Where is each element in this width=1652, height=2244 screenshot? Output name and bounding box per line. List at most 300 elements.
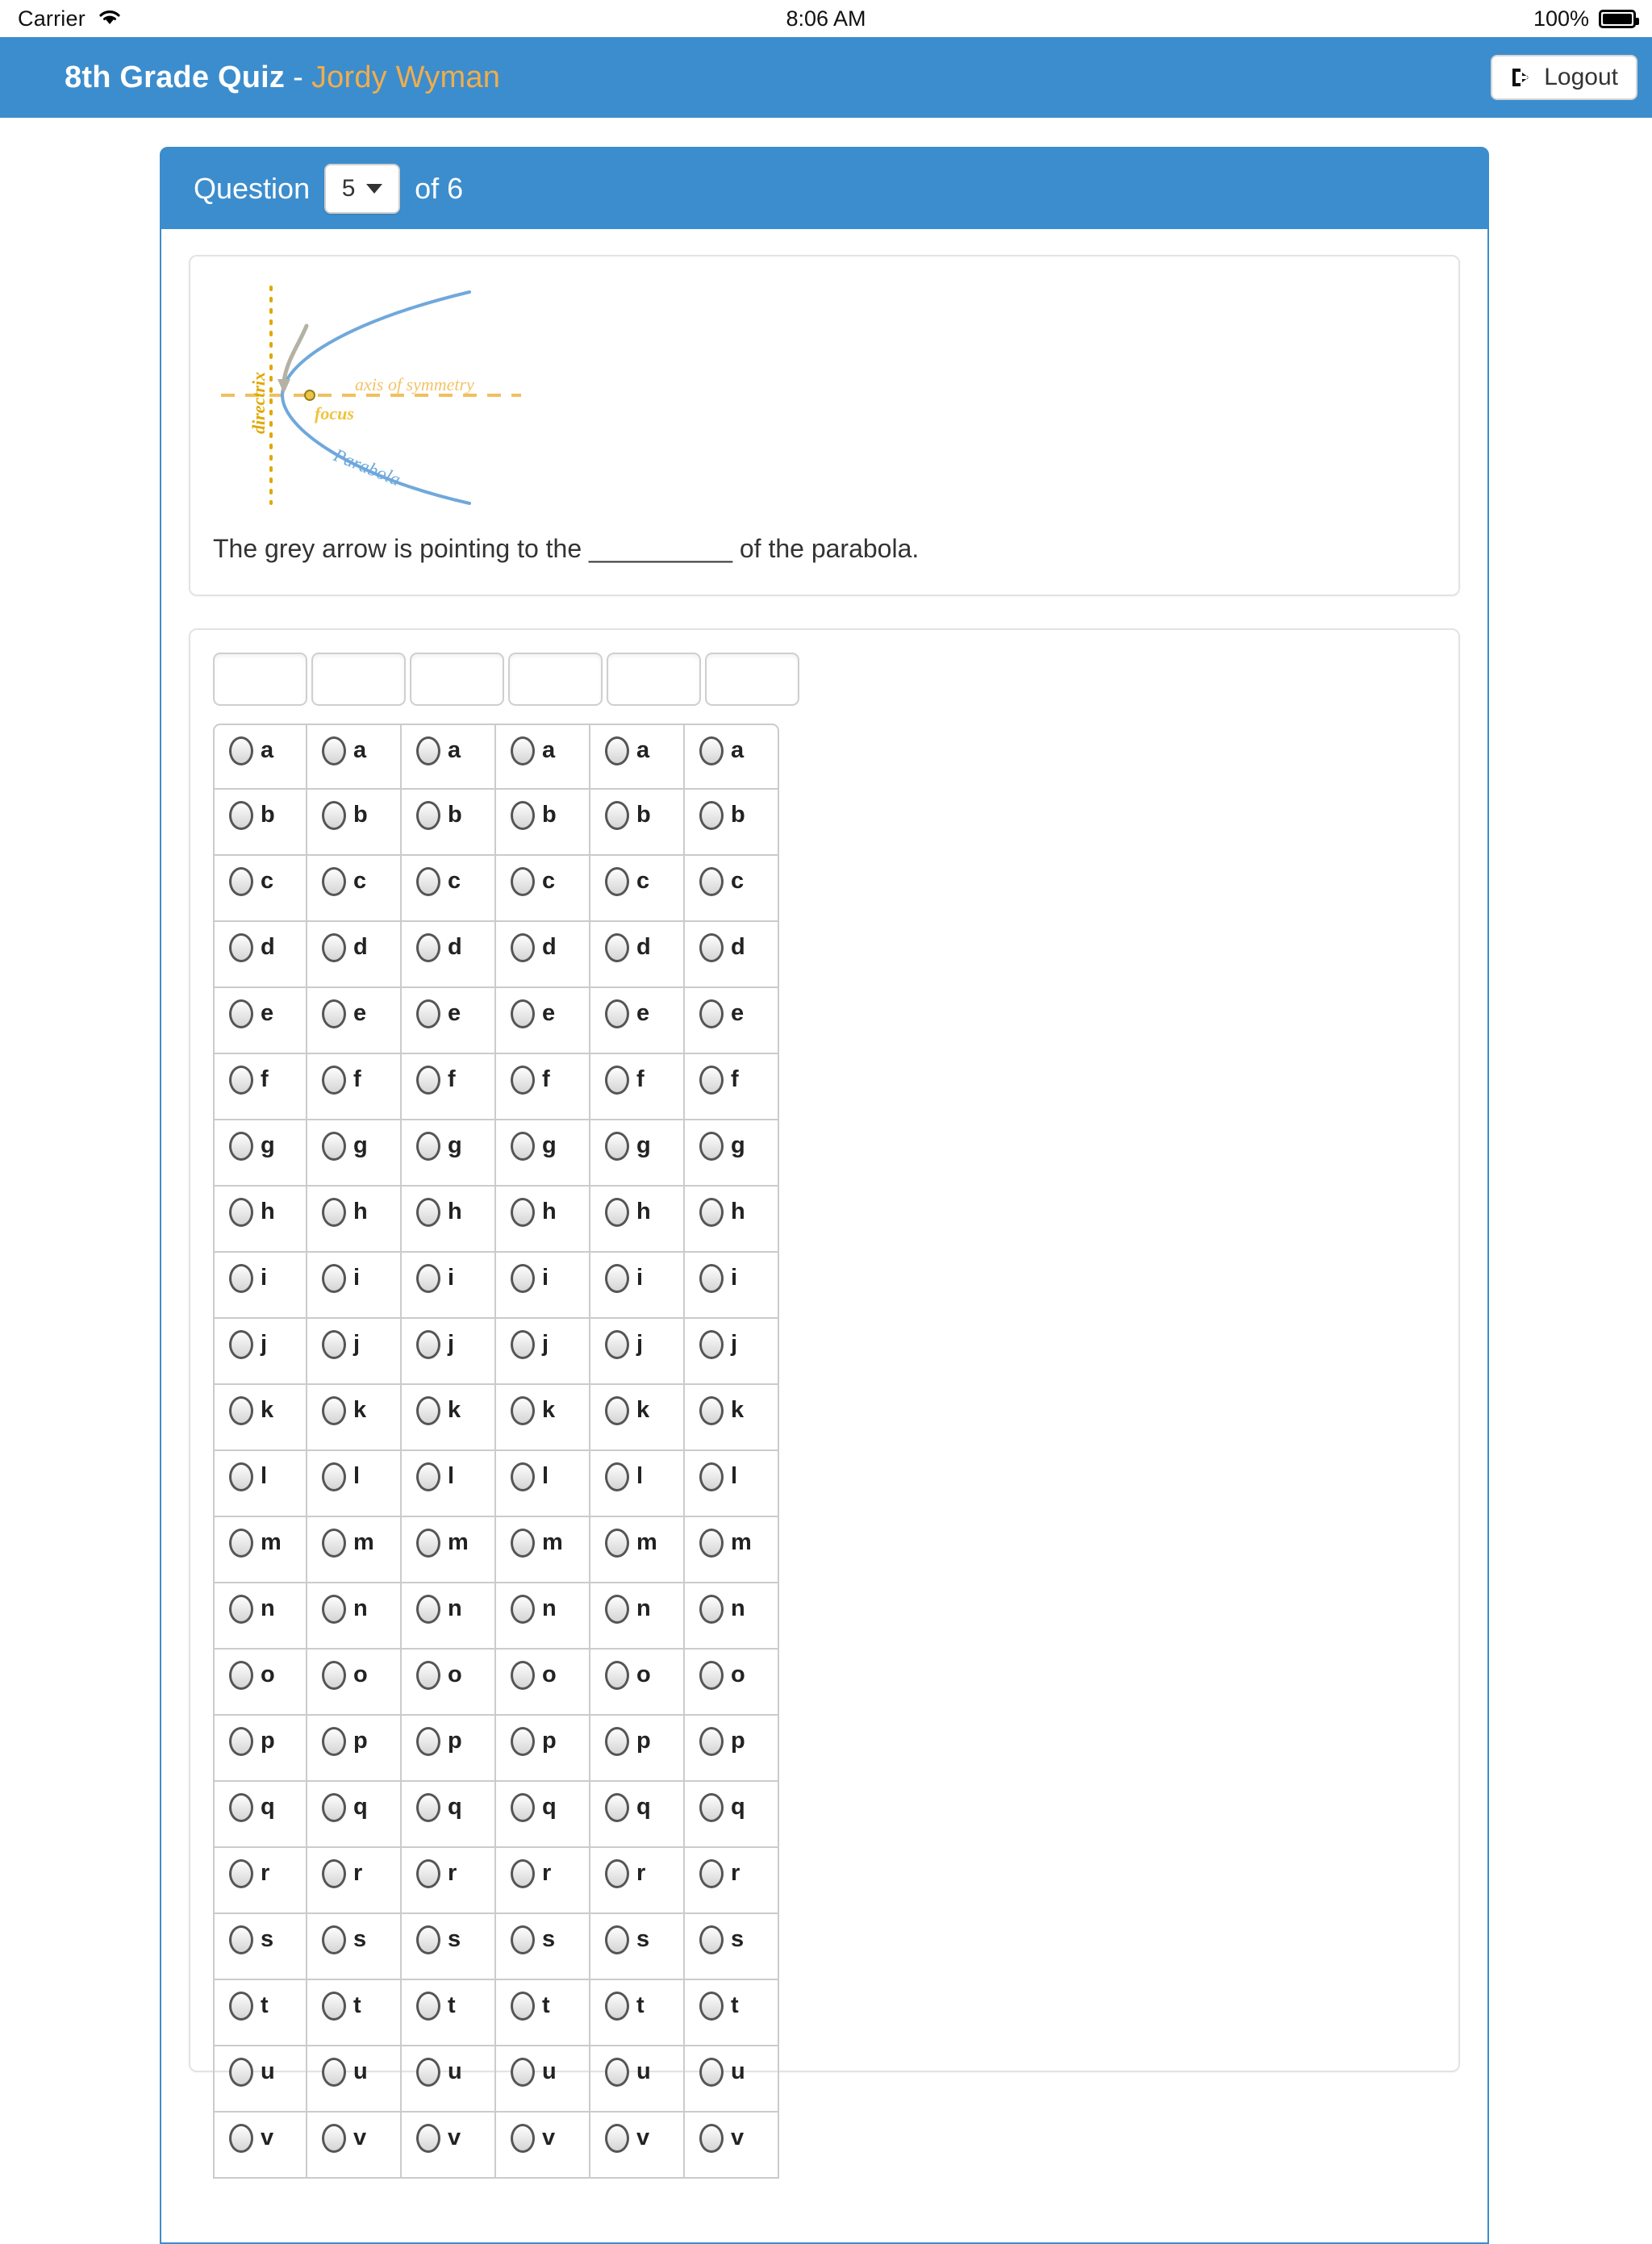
radio-4-e[interactable]: [511, 999, 535, 1028]
option-cell-4-e[interactable]: [496, 988, 590, 1054]
option-cell-2-l[interactable]: [307, 1451, 402, 1517]
radio-5-j[interactable]: [605, 1330, 629, 1359]
directrix-label: directrix: [248, 372, 269, 434]
option-cell-4-i[interactable]: [496, 1253, 590, 1319]
radio-5-p[interactable]: [605, 1727, 629, 1756]
radio-2-b[interactable]: [322, 801, 346, 830]
option-cell-4-o[interactable]: [496, 1650, 590, 1716]
radio-6-c[interactable]: [699, 867, 724, 896]
option-cell-5-d[interactable]: [590, 922, 685, 988]
radio-2-e[interactable]: [322, 999, 346, 1028]
option-cell-5-e[interactable]: [590, 988, 685, 1054]
option-cell-5-i[interactable]: [590, 1253, 685, 1319]
radio-2-h[interactable]: [322, 1198, 346, 1227]
option-cell-6-j[interactable]: [685, 1319, 779, 1385]
radio-6-e[interactable]: [699, 999, 724, 1028]
radio-2-o[interactable]: [322, 1661, 346, 1690]
radio-4-h[interactable]: [511, 1198, 535, 1227]
radio-label-4-q: q: [542, 1793, 557, 1820]
radio-4-o[interactable]: [511, 1661, 535, 1690]
option-cell-3-b[interactable]: [402, 790, 496, 856]
radio-6-h[interactable]: [699, 1198, 724, 1227]
radio-3-a[interactable]: [416, 736, 440, 765]
option-cell-6-r[interactable]: [685, 1848, 779, 1914]
option-cell-1-h[interactable]: [213, 1187, 307, 1253]
option-cell-1-s[interactable]: [213, 1914, 307, 1980]
option-cell-3-e[interactable]: [402, 988, 496, 1054]
radio-5-t[interactable]: [605, 1992, 629, 2021]
option-cell-1-f[interactable]: [213, 1054, 307, 1120]
option-cell-4-m[interactable]: [496, 1517, 590, 1583]
radio-4-f[interactable]: [511, 1066, 535, 1095]
radio-1-r[interactable]: [229, 1859, 253, 1888]
radio-1-s[interactable]: [229, 1925, 253, 1954]
radio-2-q[interactable]: [322, 1793, 346, 1822]
radio-2-g[interactable]: [322, 1132, 346, 1161]
radio-2-s[interactable]: [322, 1925, 346, 1954]
radio-3-o[interactable]: [416, 1661, 440, 1690]
radio-2-i[interactable]: [322, 1264, 346, 1293]
radio-2-t[interactable]: [322, 1992, 346, 2021]
radio-2-d[interactable]: [322, 933, 346, 962]
radio-6-o[interactable]: [699, 1661, 724, 1690]
radio-5-r[interactable]: [605, 1859, 629, 1888]
option-cell-4-k[interactable]: [496, 1385, 590, 1451]
radio-5-d[interactable]: [605, 933, 629, 962]
radio-6-a[interactable]: [699, 736, 724, 765]
radio-6-i[interactable]: [699, 1264, 724, 1293]
radio-1-l[interactable]: [229, 1462, 253, 1491]
option-cell-6-v[interactable]: [685, 2113, 779, 2179]
option-cell-3-s[interactable]: [402, 1914, 496, 1980]
radio-4-t[interactable]: [511, 1992, 535, 2021]
option-cell-2-m[interactable]: [307, 1517, 402, 1583]
radio-5-v[interactable]: [605, 2124, 629, 2153]
radio-3-u[interactable]: [416, 2058, 440, 2087]
option-cell-6-p[interactable]: [685, 1716, 779, 1782]
option-cell-5-m[interactable]: [590, 1517, 685, 1583]
option-cell-6-t[interactable]: [685, 1980, 779, 2046]
option-cell-1-r[interactable]: [213, 1848, 307, 1914]
radio-2-a[interactable]: [322, 736, 346, 765]
option-cell-2-f[interactable]: [307, 1054, 402, 1120]
radio-1-k[interactable]: [229, 1396, 253, 1425]
option-cell-5-k[interactable]: [590, 1385, 685, 1451]
option-cell-4-g[interactable]: [496, 1120, 590, 1187]
radio-3-t[interactable]: [416, 1992, 440, 2021]
option-cell-3-k[interactable]: [402, 1385, 496, 1451]
option-cell-2-p[interactable]: [307, 1716, 402, 1782]
radio-label-5-s: s: [636, 1925, 650, 1952]
option-cell-1-n[interactable]: [213, 1583, 307, 1650]
radio-5-f[interactable]: [605, 1066, 629, 1095]
radio-1-g[interactable]: [229, 1132, 253, 1161]
option-cell-1-l[interactable]: [213, 1451, 307, 1517]
answer-text-input-6[interactable]: [705, 653, 799, 706]
option-cell-3-v[interactable]: [402, 2113, 496, 2179]
radio-3-n[interactable]: [416, 1595, 440, 1624]
option-cell-5-c[interactable]: [590, 856, 685, 922]
radio-4-a[interactable]: [511, 736, 535, 765]
option-cell-1-t[interactable]: [213, 1980, 307, 2046]
radio-5-a[interactable]: [605, 736, 629, 765]
answer-text-input-5[interactable]: [607, 653, 701, 706]
option-cell-3-m[interactable]: [402, 1517, 496, 1583]
radio-label-1-q: q: [261, 1793, 275, 1820]
option-cell-3-r[interactable]: [402, 1848, 496, 1914]
option-cell-3-h[interactable]: [402, 1187, 496, 1253]
option-cell-4-r[interactable]: [496, 1848, 590, 1914]
radio-label-5-c: c: [636, 867, 650, 894]
radio-5-m[interactable]: [605, 1529, 629, 1558]
radio-4-k[interactable]: [511, 1396, 535, 1425]
option-cell-4-p[interactable]: [496, 1716, 590, 1782]
option-cell-5-v[interactable]: [590, 2113, 685, 2179]
option-cell-4-f[interactable]: [496, 1054, 590, 1120]
radio-3-f[interactable]: [416, 1066, 440, 1095]
radio-3-h[interactable]: [416, 1198, 440, 1227]
radio-1-f[interactable]: [229, 1066, 253, 1095]
option-cell-6-e[interactable]: [685, 988, 779, 1054]
radio-4-j[interactable]: [511, 1330, 535, 1359]
option-cell-2-i[interactable]: [307, 1253, 402, 1319]
radio-6-d[interactable]: [699, 933, 724, 962]
option-cell-2-b[interactable]: [307, 790, 402, 856]
radio-1-j[interactable]: [229, 1330, 253, 1359]
radio-3-j[interactable]: [416, 1330, 440, 1359]
radio-3-i[interactable]: [416, 1264, 440, 1293]
radio-1-c[interactable]: [229, 867, 253, 896]
radio-label-6-r: r: [731, 1859, 740, 1886]
radio-5-h[interactable]: [605, 1198, 629, 1227]
option-cell-5-f[interactable]: [590, 1054, 685, 1120]
radio-5-g[interactable]: [605, 1132, 629, 1161]
option-cell-2-o[interactable]: [307, 1650, 402, 1716]
option-cell-5-l[interactable]: [590, 1451, 685, 1517]
radio-4-q[interactable]: [511, 1793, 535, 1822]
radio-3-l[interactable]: [416, 1462, 440, 1491]
option-cell-6-q[interactable]: [685, 1782, 779, 1848]
option-cell-6-u[interactable]: [685, 2046, 779, 2113]
radio-label-5-m: m: [636, 1529, 657, 1555]
radio-5-e[interactable]: [605, 999, 629, 1028]
answer-text-input-3[interactable]: [410, 653, 504, 706]
option-cell-4-t[interactable]: [496, 1980, 590, 2046]
option-cell-4-c[interactable]: [496, 856, 590, 922]
option-cell-1-c[interactable]: [213, 856, 307, 922]
option-cell-5-q[interactable]: [590, 1782, 685, 1848]
radio-5-c[interactable]: [605, 867, 629, 896]
option-cell-4-l[interactable]: [496, 1451, 590, 1517]
radio-1-h[interactable]: [229, 1198, 253, 1227]
option-cell-2-q[interactable]: [307, 1782, 402, 1848]
option-cell-6-f[interactable]: [685, 1054, 779, 1120]
radio-label-5-q: q: [636, 1793, 651, 1820]
option-cell-6-s[interactable]: [685, 1914, 779, 1980]
radio-5-s[interactable]: [605, 1925, 629, 1954]
radio-3-v[interactable]: [416, 2124, 440, 2153]
radio-6-n[interactable]: [699, 1595, 724, 1624]
option-cell-6-h[interactable]: [685, 1187, 779, 1253]
answer-text-input-2[interactable]: [311, 653, 406, 706]
option-cell-4-d[interactable]: [496, 922, 590, 988]
option-cell-3-o[interactable]: [402, 1650, 496, 1716]
radio-1-e[interactable]: [229, 999, 253, 1028]
option-cell-1-m[interactable]: [213, 1517, 307, 1583]
radio-label-5-j: j: [636, 1330, 644, 1357]
option-cell-1-b[interactable]: [213, 790, 307, 856]
option-cell-6-n[interactable]: [685, 1583, 779, 1650]
option-cell-4-b[interactable]: [496, 790, 590, 856]
radio-1-v[interactable]: [229, 2124, 253, 2153]
option-cell-6-a[interactable]: [685, 724, 779, 790]
option-cell-2-j[interactable]: [307, 1319, 402, 1385]
option-cell-3-n[interactable]: [402, 1583, 496, 1650]
radio-6-u[interactable]: [699, 2058, 724, 2087]
radio-6-q[interactable]: [699, 1793, 724, 1822]
radio-6-v[interactable]: [699, 2124, 724, 2153]
option-cell-2-c[interactable]: [307, 856, 402, 922]
option-cell-2-h[interactable]: [307, 1187, 402, 1253]
radio-label-1-t: t: [261, 1992, 269, 2018]
option-cell-2-g[interactable]: [307, 1120, 402, 1187]
radio-6-b[interactable]: [699, 801, 724, 830]
radio-6-r[interactable]: [699, 1859, 724, 1888]
radio-label-6-k: k: [731, 1396, 745, 1423]
radio-2-m[interactable]: [322, 1529, 346, 1558]
radio-5-o[interactable]: [605, 1661, 629, 1690]
option-cell-6-m[interactable]: [685, 1517, 779, 1583]
option-cell-3-f[interactable]: [402, 1054, 496, 1120]
option-row-d: [213, 922, 1436, 988]
option-cell-1-a[interactable]: [213, 724, 307, 790]
radio-6-m[interactable]: [699, 1529, 724, 1558]
radio-3-c[interactable]: [416, 867, 440, 896]
option-cell-4-j[interactable]: [496, 1319, 590, 1385]
radio-2-c[interactable]: [322, 867, 346, 896]
radio-4-m[interactable]: [511, 1529, 535, 1558]
radio-6-f[interactable]: [699, 1066, 724, 1095]
option-cell-1-k[interactable]: [213, 1385, 307, 1451]
option-cell-2-s[interactable]: [307, 1914, 402, 1980]
radio-6-t[interactable]: [699, 1992, 724, 2021]
radio-3-d[interactable]: [416, 933, 440, 962]
option-cell-5-g[interactable]: [590, 1120, 685, 1187]
option-cell-1-p[interactable]: [213, 1716, 307, 1782]
radio-2-k[interactable]: [322, 1396, 346, 1425]
option-cell-5-r[interactable]: [590, 1848, 685, 1914]
option-cell-3-a[interactable]: [402, 724, 496, 790]
radio-4-i[interactable]: [511, 1264, 535, 1293]
option-cell-6-i[interactable]: [685, 1253, 779, 1319]
radio-label-5-t: t: [636, 1992, 645, 2018]
option-cell-5-a[interactable]: [590, 724, 685, 790]
option-cell-5-n[interactable]: [590, 1583, 685, 1650]
radio-5-b[interactable]: [605, 801, 629, 830]
option-cell-3-l[interactable]: [402, 1451, 496, 1517]
radio-1-d[interactable]: [229, 933, 253, 962]
radio-4-c[interactable]: [511, 867, 535, 896]
option-cell-5-t[interactable]: [590, 1980, 685, 2046]
option-cell-5-p[interactable]: [590, 1716, 685, 1782]
radio-1-m[interactable]: [229, 1529, 253, 1558]
radio-3-r[interactable]: [416, 1859, 440, 1888]
radio-6-k[interactable]: [699, 1396, 724, 1425]
option-cell-2-k[interactable]: [307, 1385, 402, 1451]
panel-body: [161, 229, 1487, 2150]
radio-5-u[interactable]: [605, 2058, 629, 2087]
radio-1-q[interactable]: [229, 1793, 253, 1822]
option-cell-3-g[interactable]: [402, 1120, 496, 1187]
option-cell-3-d[interactable]: [402, 922, 496, 988]
option-cell-4-n[interactable]: [496, 1583, 590, 1650]
option-cell-5-s[interactable]: [590, 1914, 685, 1980]
radio-4-u[interactable]: [511, 2058, 535, 2087]
option-cell-1-j[interactable]: [213, 1319, 307, 1385]
radio-5-k[interactable]: [605, 1396, 629, 1425]
radio-2-u[interactable]: [322, 2058, 346, 2087]
radio-1-b[interactable]: [229, 801, 253, 830]
radio-6-s[interactable]: [699, 1925, 724, 1954]
radio-3-p[interactable]: [416, 1727, 440, 1756]
option-cell-6-o[interactable]: [685, 1650, 779, 1716]
option-row-h: [213, 1187, 1436, 1253]
option-cell-2-e[interactable]: [307, 988, 402, 1054]
option-cell-1-d[interactable]: [213, 922, 307, 988]
option-cell-2-t[interactable]: [307, 1980, 402, 2046]
radio-2-l[interactable]: [322, 1462, 346, 1491]
option-row-b: [213, 790, 1436, 856]
radio-4-v[interactable]: [511, 2124, 535, 2153]
radio-3-k[interactable]: [416, 1396, 440, 1425]
option-cell-3-i[interactable]: [402, 1253, 496, 1319]
user-name-label: Jordy Wyman: [311, 60, 501, 94]
radio-4-r[interactable]: [511, 1859, 535, 1888]
radio-1-a[interactable]: [229, 736, 253, 765]
radio-2-n[interactable]: [322, 1595, 346, 1624]
radio-5-q[interactable]: [605, 1793, 629, 1822]
option-cell-5-b[interactable]: [590, 790, 685, 856]
radio-3-s[interactable]: [416, 1925, 440, 1954]
option-cell-2-r[interactable]: [307, 1848, 402, 1914]
radio-label-3-p: p: [448, 1727, 462, 1754]
option-cell-3-u[interactable]: [402, 2046, 496, 2113]
option-cell-4-u[interactable]: [496, 2046, 590, 2113]
radio-5-i[interactable]: [605, 1264, 629, 1293]
option-cell-6-k[interactable]: [685, 1385, 779, 1451]
option-cell-3-c[interactable]: [402, 856, 496, 922]
radio-6-p[interactable]: [699, 1727, 724, 1756]
option-cell-2-a[interactable]: [307, 724, 402, 790]
radio-1-p[interactable]: [229, 1727, 253, 1756]
option-cell-2-d[interactable]: [307, 922, 402, 988]
option-cell-1-v[interactable]: [213, 2113, 307, 2179]
option-cell-2-n[interactable]: [307, 1583, 402, 1650]
radio-1-o[interactable]: [229, 1661, 253, 1690]
radio-2-p[interactable]: [322, 1727, 346, 1756]
radio-3-q[interactable]: [416, 1793, 440, 1822]
radio-1-u[interactable]: [229, 2058, 253, 2087]
option-cell-1-i[interactable]: [213, 1253, 307, 1319]
radio-3-m[interactable]: [416, 1529, 440, 1558]
option-cell-5-u[interactable]: [590, 2046, 685, 2113]
option-cell-1-e[interactable]: [213, 988, 307, 1054]
radio-4-s[interactable]: [511, 1925, 535, 1954]
radio-1-n[interactable]: [229, 1595, 253, 1624]
answer-text-input-4[interactable]: [508, 653, 603, 706]
option-cell-6-g[interactable]: [685, 1120, 779, 1187]
radio-6-g[interactable]: [699, 1132, 724, 1161]
radio-2-v[interactable]: [322, 2124, 346, 2153]
radio-1-t[interactable]: [229, 1992, 253, 2021]
radio-6-l[interactable]: [699, 1462, 724, 1491]
radio-4-n[interactable]: [511, 1595, 535, 1624]
option-cell-5-j[interactable]: [590, 1319, 685, 1385]
radio-3-e[interactable]: [416, 999, 440, 1028]
option-cell-2-v[interactable]: [307, 2113, 402, 2179]
option-cell-3-q[interactable]: [402, 1782, 496, 1848]
radio-label-2-t: t: [353, 1992, 361, 2018]
option-cell-3-t[interactable]: [402, 1980, 496, 2046]
radio-2-f[interactable]: [322, 1066, 346, 1095]
radio-3-b[interactable]: [416, 801, 440, 830]
radio-4-g[interactable]: [511, 1132, 535, 1161]
option-row-n: [213, 1583, 1436, 1650]
option-cell-4-q[interactable]: [496, 1782, 590, 1848]
parabola-diagram: [213, 276, 536, 510]
answer-text-input-1[interactable]: [213, 653, 307, 706]
option-cell-1-q[interactable]: [213, 1782, 307, 1848]
option-cell-2-u[interactable]: [307, 2046, 402, 2113]
radio-2-j[interactable]: [322, 1330, 346, 1359]
option-cell-6-d[interactable]: [685, 922, 779, 988]
radio-label-4-o: o: [542, 1661, 557, 1687]
radio-3-g[interactable]: [416, 1132, 440, 1161]
option-cell-3-p[interactable]: [402, 1716, 496, 1782]
option-row-e: [213, 988, 1436, 1054]
radio-4-b[interactable]: [511, 801, 535, 830]
radio-4-l[interactable]: [511, 1462, 535, 1491]
radio-label-2-q: q: [353, 1793, 368, 1820]
option-cell-1-g[interactable]: [213, 1120, 307, 1187]
option-cell-4-a[interactable]: [496, 724, 590, 790]
option-cell-6-c[interactable]: [685, 856, 779, 922]
radio-2-r[interactable]: [322, 1859, 346, 1888]
option-cell-5-h[interactable]: [590, 1187, 685, 1253]
option-cell-6-l[interactable]: [685, 1451, 779, 1517]
logout-button[interactable]: [1491, 55, 1637, 100]
option-cell-3-j[interactable]: [402, 1319, 496, 1385]
radio-1-i[interactable]: [229, 1264, 253, 1293]
radio-label-6-h: h: [731, 1198, 745, 1224]
radio-4-p[interactable]: [511, 1727, 535, 1756]
option-cell-6-b[interactable]: [685, 790, 779, 856]
radio-label-5-f: f: [636, 1066, 645, 1092]
option-cell-4-v[interactable]: [496, 2113, 590, 2179]
question-number-select[interactable]: [324, 164, 400, 214]
radio-4-d[interactable]: [511, 933, 535, 962]
option-cell-5-o[interactable]: [590, 1650, 685, 1716]
radio-label-6-m: m: [731, 1529, 752, 1555]
option-cell-4-s[interactable]: [496, 1914, 590, 1980]
option-cell-1-o[interactable]: [213, 1650, 307, 1716]
status-bar-center: [0, 0, 1652, 37]
option-cell-4-h[interactable]: [496, 1187, 590, 1253]
radio-5-l[interactable]: [605, 1462, 629, 1491]
radio-6-j[interactable]: [699, 1330, 724, 1359]
option-cell-1-u[interactable]: [213, 2046, 307, 2113]
radio-5-n[interactable]: [605, 1595, 629, 1624]
